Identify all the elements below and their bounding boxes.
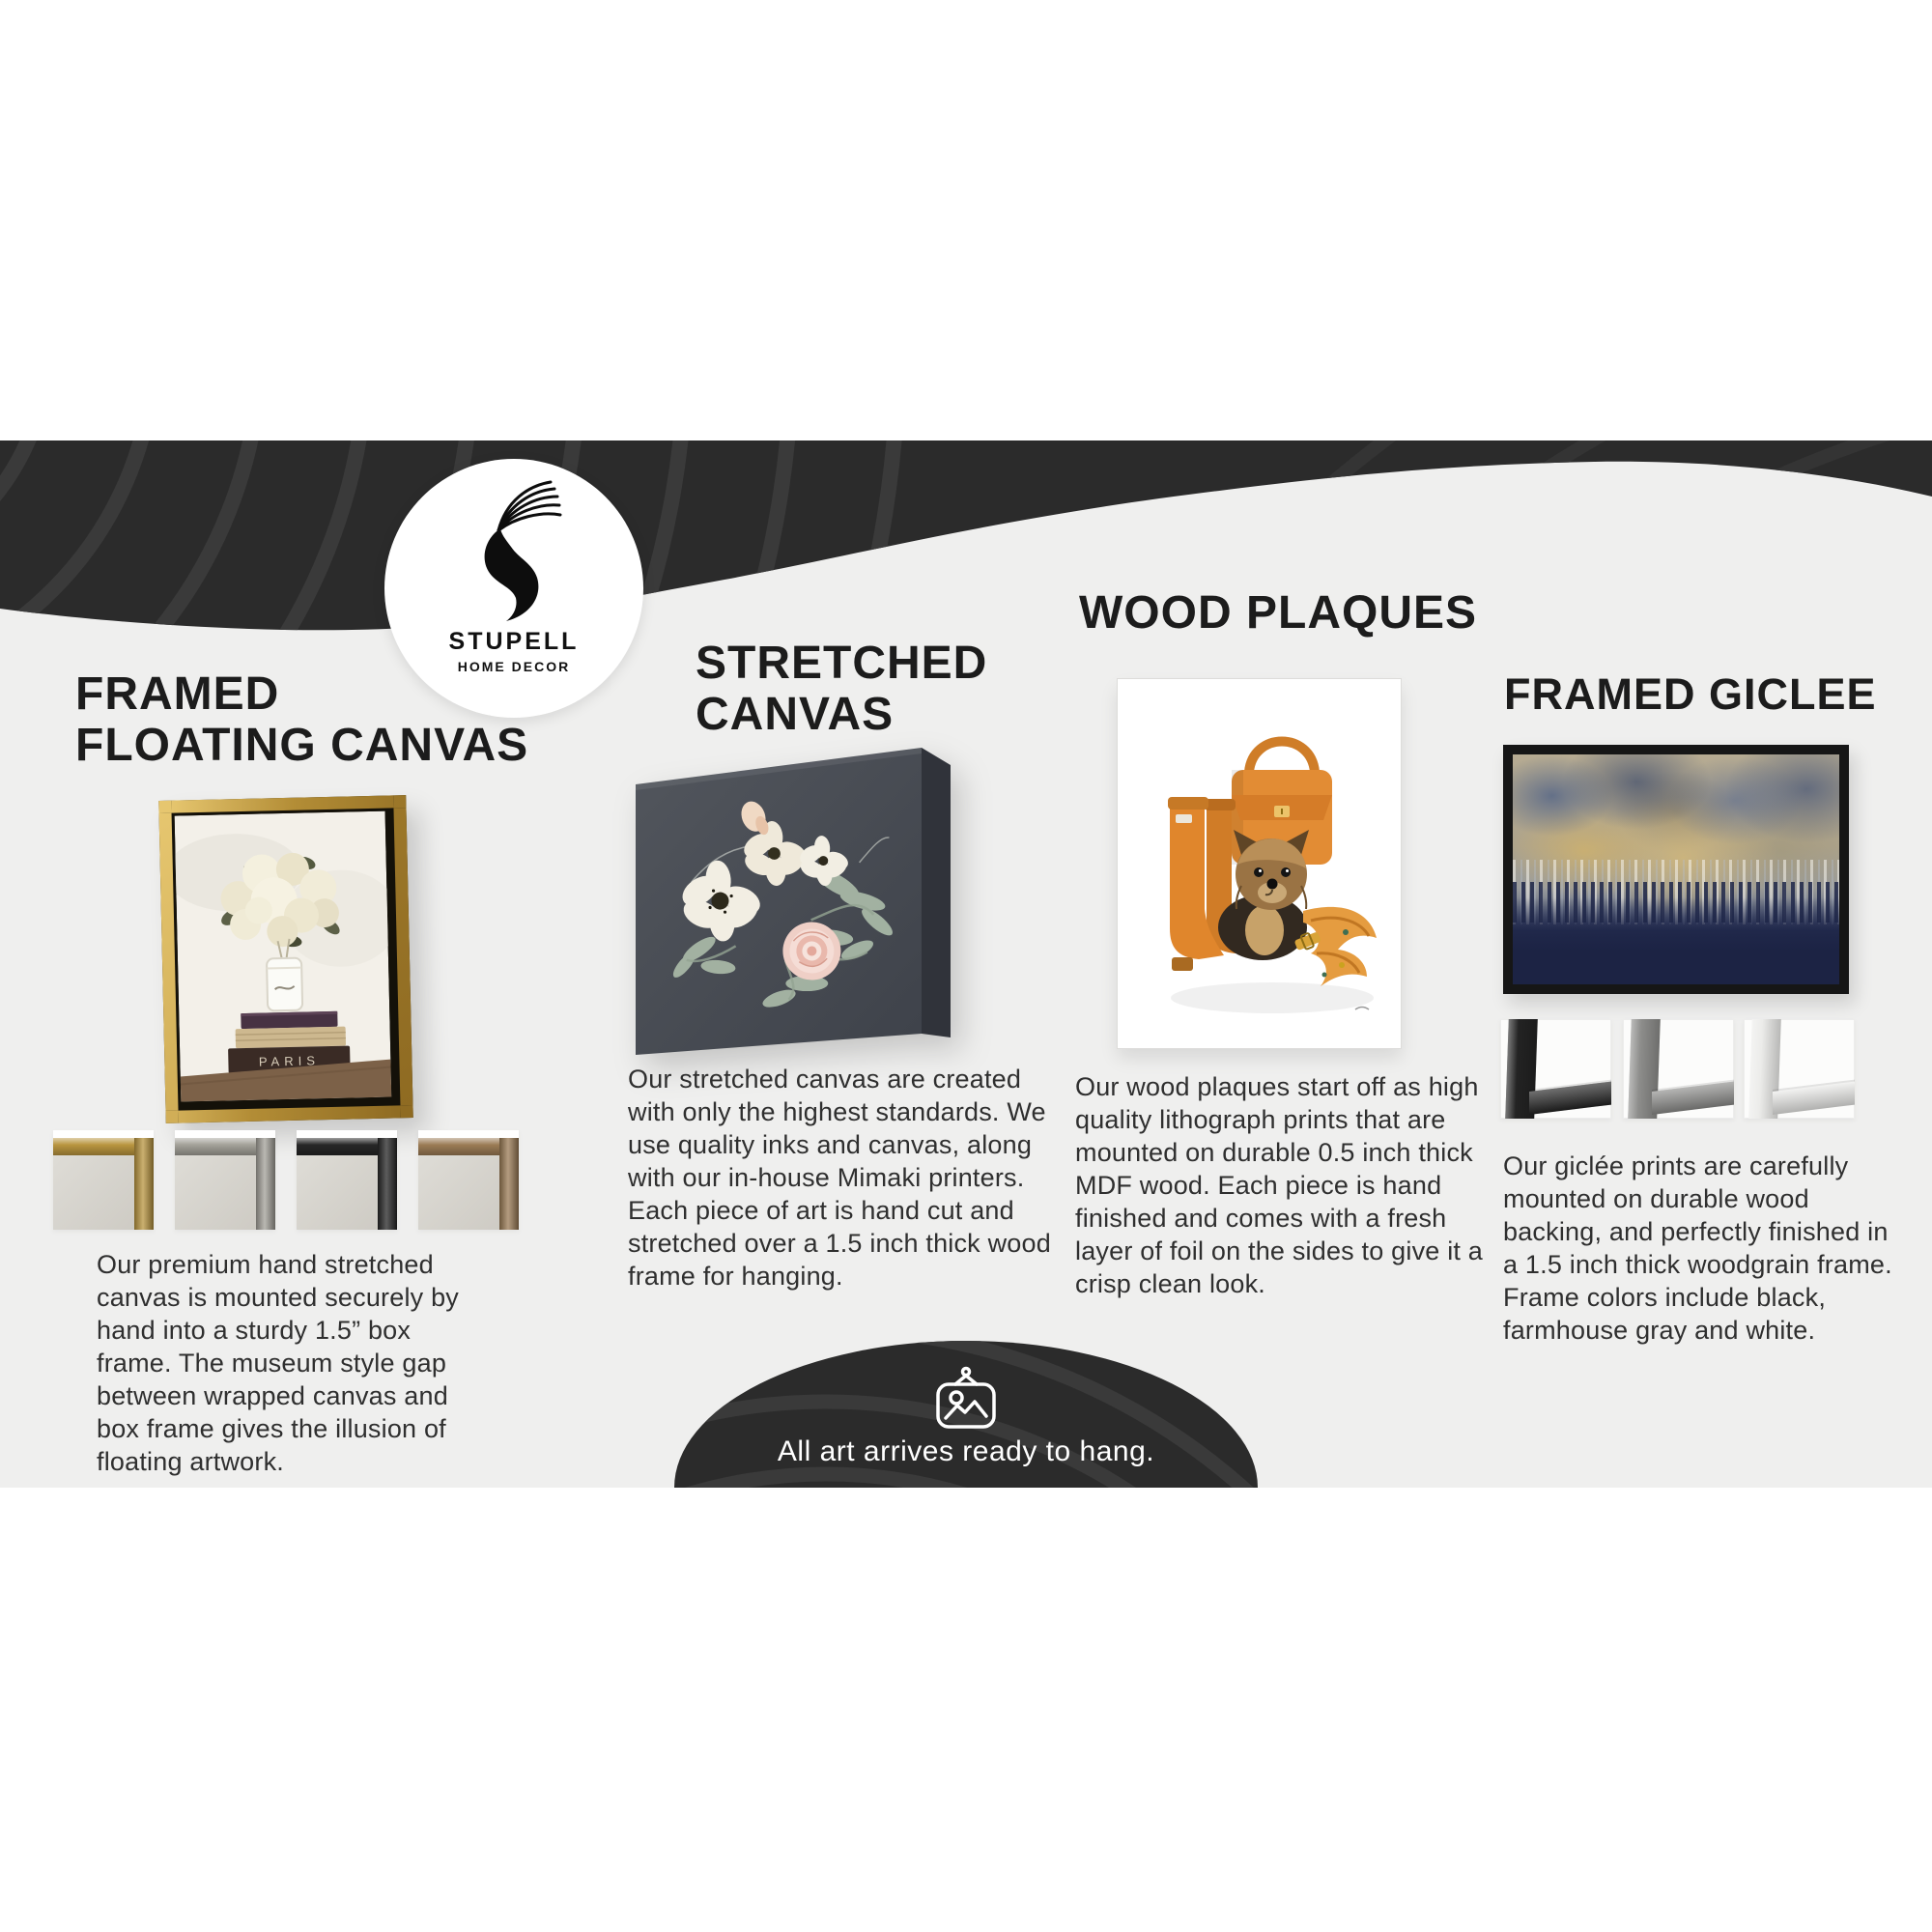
section-description-stretched-canvas: Our stretched canvas are created with only the highest standards. We use quality inks and canvas, along with our in-house Mimaki printers. Each piece of art is hand cut and stretched over a 1.5 inch thick wood frame for hanging. (628, 1065, 1051, 1291)
footer-message: All art arrives ready to hang. (777, 1435, 1155, 1467)
mason-jar (267, 958, 302, 1011)
wood-plaque-art (1118, 679, 1401, 1048)
section-title-framed-giclee (1504, 670, 1877, 719)
giclee-abstract-art (1513, 754, 1839, 984)
floating-canvas-photo (158, 795, 413, 1123)
paris-book-label: PARIS (258, 1053, 321, 1069)
frame-swatch-gold (53, 1130, 154, 1230)
title-line: CANVAS (696, 689, 895, 740)
top-wave-banner (0, 440, 1932, 663)
giclee-photo (1503, 745, 1849, 994)
brand-name: STUPELL (448, 628, 580, 655)
section-description-wood-plaques: Our wood plaques start off as high quality lithograph prints that are mounted on durable 0.5 inch thick MDF wood. Each piece is hand finished and comes with a fresh layer of foil on the sides to give it a crisp clean look. (1075, 1072, 1484, 1298)
floating-canvas-art (175, 811, 392, 1102)
section-description-framed-giclee: Our giclée prints are carefully mounted on durable wood backing, and perfectly finished in a 1.5 inch thick woodgrain frame. Frame colors include black, farmhouse gray and white. (1503, 1151, 1892, 1345)
title-line: WOOD PLAQUES (1079, 587, 1478, 639)
framed-picture-icon (933, 1366, 999, 1430)
giclee-swatch-black (1500, 1019, 1611, 1119)
frame-swatch-pewter (175, 1130, 275, 1230)
canvas-corner (53, 1155, 134, 1230)
content-band (0, 440, 1932, 1488)
frame-swatch-black (297, 1130, 397, 1230)
section-title-stretched-canvas (696, 638, 987, 740)
title-line: FRAMED (75, 668, 280, 720)
s-swoosh-logo-icon (456, 474, 572, 621)
stretched-canvas-photo (626, 742, 985, 1066)
brand-subtitle: HOME DECOR (457, 659, 571, 674)
section-title-wood-plaques (1079, 587, 1477, 639)
frame-swatch-bronze (418, 1130, 519, 1230)
wood-plaque-photo (1118, 679, 1401, 1048)
section-title-framed-floating-canvas (75, 668, 528, 771)
giclee-swatch-white (1744, 1019, 1855, 1119)
title-line: FRAMED GICLEE (1504, 669, 1877, 719)
giclee-swatch-farmhouse-gray (1623, 1019, 1734, 1119)
title-line: FLOATING CANVAS (75, 720, 529, 771)
section-description-framed-floating-canvas: Our premium hand stretched canvas is mounted securely by hand into a sturdy 1.5” box frame. The museum style gap between wrapped canvas and box frame gives the illusion of floating artwork. (97, 1250, 459, 1476)
title-line: STRETCHED (696, 638, 988, 689)
